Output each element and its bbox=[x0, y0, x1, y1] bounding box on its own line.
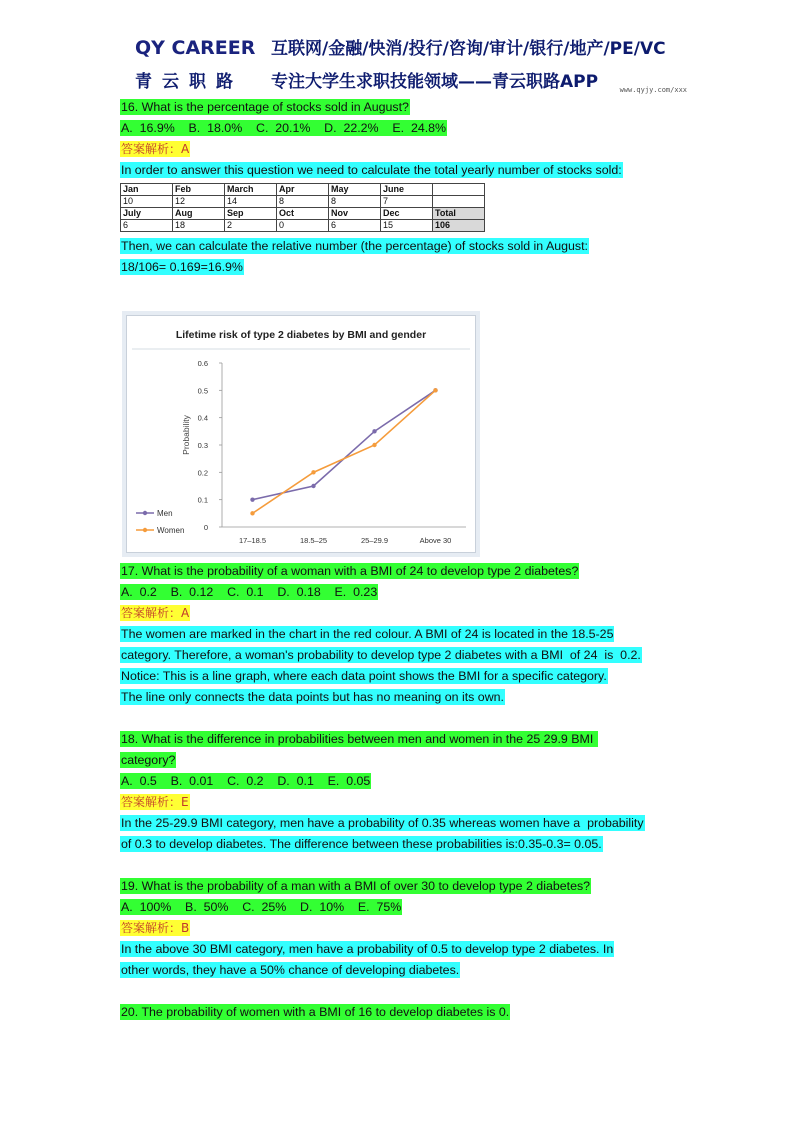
legend-swatch-marker bbox=[143, 528, 147, 532]
q16-explanation-3: 18/106= 0.169=16.9% bbox=[121, 260, 243, 274]
y-axis-label: Probability bbox=[181, 415, 191, 455]
table-cell: Oct bbox=[277, 208, 329, 220]
legend-label: Men bbox=[157, 509, 173, 518]
y-tick-label: 0 bbox=[203, 523, 208, 532]
q16-explanation-2: Then, we can calculate the relative number (the percentage) of stocks sold in August: bbox=[121, 239, 588, 253]
data-point-women bbox=[250, 511, 254, 515]
chart-title: Lifetime risk of type 2 diabetes by BMI and gender bbox=[175, 329, 427, 341]
table-cell: June bbox=[381, 184, 433, 196]
table-row bbox=[121, 208, 485, 220]
table-cell: May bbox=[329, 184, 381, 196]
table-cell: Sep bbox=[225, 208, 277, 220]
data-point-men bbox=[311, 484, 315, 488]
y-tick-label: 0.2 bbox=[197, 468, 208, 478]
q16-answer: 答案解析：A bbox=[121, 142, 190, 156]
q17-explanation-3: Notice: This is a line graph, where each data point shows the BMI for a specific category. bbox=[121, 669, 607, 683]
table-cell: Aug bbox=[173, 208, 225, 220]
header-row-2 bbox=[135, 67, 685, 92]
table-cell bbox=[433, 196, 485, 208]
y-tick-label: 0.3 bbox=[197, 441, 208, 450]
data-point-men bbox=[250, 497, 254, 501]
table-cell: 18 bbox=[173, 220, 225, 232]
header-url: www.qyjy.com/xxx bbox=[619, 86, 687, 94]
q17-answer: 答案解析：A bbox=[121, 606, 190, 620]
q16-explanation-1: In order to answer this question we need to calculate the total yearly number of stocks sold: bbox=[121, 163, 622, 177]
q19-question: 19. What is the probability of a man with a BMI of over 30 to develop type 2 diabetes? bbox=[121, 879, 591, 893]
table-row bbox=[121, 220, 485, 232]
y-tick-label: 0.5 bbox=[197, 386, 208, 396]
table-cell: 2 bbox=[225, 220, 277, 232]
table-cell: 0 bbox=[277, 220, 329, 232]
y-tick-label: 0.4 bbox=[197, 413, 208, 423]
header-slogan: 专注大学生求职技能领域——青云职路APP bbox=[271, 72, 599, 92]
table-cell: 14 bbox=[225, 196, 277, 208]
table-cell: Jan bbox=[121, 184, 173, 196]
table-cell: Feb bbox=[173, 184, 225, 196]
table-row bbox=[121, 196, 485, 208]
data-point-women bbox=[311, 470, 315, 474]
monthly-stocks-table bbox=[120, 183, 485, 232]
table-cell: 10 bbox=[121, 196, 173, 208]
q16-options: A. 16.9% B. 18.0% C. 20.1% D. 22.2% E. 24.8% bbox=[121, 121, 447, 135]
y-tick-label: 0.6 bbox=[197, 359, 208, 368]
x-tick-label: 18.5–25 bbox=[299, 536, 328, 545]
table-cell: July bbox=[121, 208, 173, 220]
q19-explanation-2: other words, they have a 50% chance of developing diabetes. bbox=[121, 963, 460, 977]
table-cell: 15 bbox=[381, 220, 433, 232]
table-cell: 8 bbox=[277, 196, 329, 208]
data-point-women bbox=[372, 443, 376, 447]
table-cell: Dec bbox=[381, 208, 433, 220]
header-row-1 bbox=[135, 34, 685, 59]
table-row bbox=[121, 184, 485, 196]
page-header bbox=[135, 34, 685, 94]
x-tick-label: 17–18.5 bbox=[238, 536, 267, 545]
table-cell: 12 bbox=[173, 196, 225, 208]
brand-chinese-name: 青云职路 bbox=[135, 72, 243, 92]
x-tick-label: 25–29.9 bbox=[360, 536, 389, 545]
q19-options: A. 100% B. 50% C. 25% D. 10% E. 75% bbox=[121, 900, 402, 914]
chart-svg bbox=[126, 315, 476, 553]
q17-explanation-4: The line only connects the data points but has no meaning on its own. bbox=[121, 690, 504, 704]
q18-options: A. 0.5 B. 0.01 C. 0.2 D. 0.1 E. 0.05 bbox=[121, 774, 371, 788]
table-cell: 8 bbox=[329, 196, 381, 208]
data-point-men bbox=[372, 429, 376, 433]
legend-label: Women bbox=[157, 526, 185, 535]
q17-explanation-2: category. Therefore, a woman's probability to develop type 2 diabetes with a BMI of 24 is 0.2. bbox=[121, 648, 641, 662]
q17-options: A. 0.2 B. 0.12 C. 0.1 D. 0.18 E. 0.23 bbox=[121, 585, 378, 599]
table-cell: 6 bbox=[329, 220, 381, 232]
table-cell: 7 bbox=[381, 196, 433, 208]
q18-explanation-2: of 0.3 to develop diabetes. The difference between these probabilities is:0.35-0.3= 0.05. bbox=[121, 837, 602, 851]
y-tick-label: 0.1 bbox=[197, 495, 208, 505]
table-cell-total-value: 106 bbox=[433, 220, 485, 232]
q20-question: 20. The probability of women with a BMI of 16 to develop diabetes is 0. bbox=[121, 1005, 510, 1019]
diabetes-chart bbox=[122, 311, 480, 557]
q17-question: 17. What is the probability of a woman with a BMI of 24 to develop type 2 diabetes? bbox=[121, 564, 579, 578]
table-cell: Apr bbox=[277, 184, 329, 196]
x-tick-label: Above 30 bbox=[419, 536, 452, 545]
table-cell: Nov bbox=[329, 208, 381, 220]
q19-answer: 答案解析：B bbox=[121, 921, 190, 935]
chart-plot-panel bbox=[126, 315, 476, 553]
document-body bbox=[120, 97, 680, 1023]
q18-explanation-1: In the 25-29.9 BMI category, men have a probability of 0.35 whereas women have a probability bbox=[121, 816, 644, 830]
legend-swatch-marker bbox=[143, 511, 147, 515]
q18-question-2: category? bbox=[121, 753, 176, 767]
q18-answer: 答案解析：E bbox=[121, 795, 189, 809]
header-categories: 互联网/金融/快消/投行/咨询/审计/银行/地产/PE/VC bbox=[271, 39, 666, 59]
table-cell-total-header: Total bbox=[433, 208, 485, 220]
brand-logo: QY CAREER bbox=[135, 37, 256, 59]
q18-question-1: 18. What is the difference in probabilities between men and women in the 25 29.9 BMI bbox=[121, 732, 597, 746]
table-cell bbox=[433, 184, 485, 196]
data-point-women bbox=[433, 388, 437, 392]
q19-explanation-1: In the above 30 BMI category, men have a probability of 0.5 to develop type 2 diabetes. In bbox=[121, 942, 614, 956]
q16-question: 16. What is the percentage of stocks sold in August? bbox=[121, 100, 409, 114]
table-cell: 6 bbox=[121, 220, 173, 232]
q17-explanation-1: The women are marked in the chart in the red colour. A BMI of 24 is located in the 18.5-25 bbox=[121, 627, 614, 641]
table-cell: March bbox=[225, 184, 277, 196]
